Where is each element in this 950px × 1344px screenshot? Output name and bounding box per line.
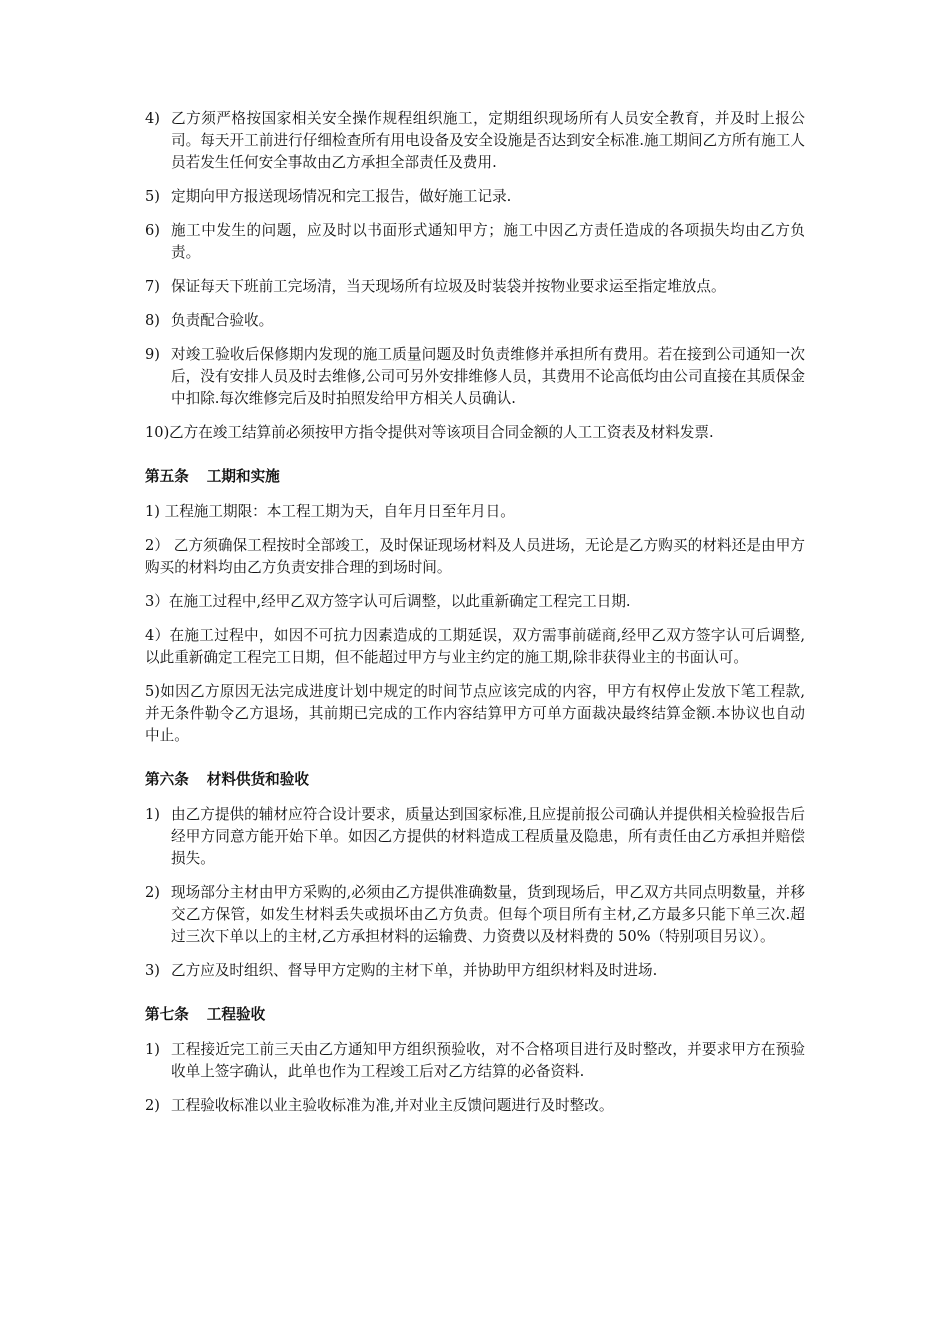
item-text: 负责配合验收。 bbox=[171, 312, 274, 329]
list-item bbox=[145, 344, 805, 410]
list-item bbox=[145, 1039, 805, 1083]
list-item bbox=[145, 882, 805, 948]
list-item bbox=[145, 422, 805, 444]
item-number: 2) bbox=[145, 1097, 160, 1114]
paragraph: 4）在施工过程中，如因不可抗力因素造成的工期延误，双方需事前磋商,经甲乙双方签字认可后调整,以此重新确定工程完工日期，但不能超过甲方与业主约定的施工期,除非获得业主的书面认可。 bbox=[145, 627, 805, 666]
item-text: 定期向甲方报送现场情况和完工报告，做好施工记录. bbox=[171, 188, 512, 205]
section-7-heading: 第七条 工程验收 bbox=[145, 1006, 266, 1023]
item-number: 9) bbox=[145, 346, 160, 363]
list-item bbox=[145, 186, 805, 208]
item-number: 1) bbox=[145, 1041, 160, 1058]
item-text: 工程验收标准以业主验收标准为准,并对业主反馈问题进行及时整改。 bbox=[171, 1097, 614, 1114]
item-text: 现场部分主材由甲方采购的,必须由乙方提供准确数量，货到现场后，甲乙双方共同点明数量，并移交乙方保管，如发生材料丢失或损坏由乙方负责。但每个项目所有主材,乙方最多只能下单三次.超过三次下单以上的主材,乙方承担材料的运输费、力资费以及材料费的 50%（特别项目另议）。 bbox=[171, 884, 805, 945]
list-item bbox=[145, 960, 805, 982]
paragraph: 1) 工程施工期限：本工程工期为天，自年月日至年月日。 bbox=[145, 503, 515, 520]
list-section-4 bbox=[145, 108, 805, 444]
item-text: 施工中发生的问题，应及时以书面形式通知甲方；施工中因乙方责任造成的各项损失均由乙方负责。 bbox=[171, 222, 805, 261]
list-item bbox=[145, 276, 805, 298]
item-text: 由乙方提供的辅材应符合设计要求，质量达到国家标准,且应提前报公司确认并提供相关检验报告后经甲方同意方能开始下单。如因乙方提供的材料造成工程质量及隐患，所有责任由乙方承担并赔偿损失。 bbox=[171, 806, 805, 867]
item-number: 3) bbox=[145, 962, 160, 979]
paragraph: 5)如因乙方原因无法完成进度计划中规定的时间节点应该完成的内容，甲方有权停止发放下笔工程款,并无条件勒令乙方退场，其前期已完成的工作内容结算甲方可单方面裁决最终结算金额.本协议也自动中止。 bbox=[145, 683, 805, 744]
item-number: 10) bbox=[145, 424, 170, 441]
list-item bbox=[145, 310, 805, 332]
item-text: 工程接近完工前三天由乙方通知甲方组织预验收，对不合格项目进行及时整改，并要求甲方在预验收单上签字确认，此单也作为工程竣工后对乙方结算的必备资料. bbox=[171, 1041, 805, 1080]
item-number: 5) bbox=[145, 188, 160, 205]
item-text: 乙方应及时组织、督导甲方定购的主材下单，并协助甲方组织材料及时进场. bbox=[171, 962, 658, 979]
section-6-heading: 第六条 材料供货和验收 bbox=[145, 771, 309, 788]
item-text: 对竣工验收后保修期内发现的施工质量问题及时负责维修并承担所有费用。若在接到公司通知一次后，没有安排人员及时去维修,公司可另外安排维修人员，其费用不论高低均由公司直接在其质保金中扣除.每次维修完后及时拍照发给甲方相关人员确认. bbox=[171, 346, 805, 407]
item-text: 保证每天下班前工完场清，当天现场所有垃圾及时装袋并按物业要求运至指定堆放点。 bbox=[171, 278, 726, 295]
paragraph: 2） 乙方须确保工程按时全部竣工，及时保证现场材料及人员进场，无论是乙方购买的材料还是由甲方购买的材料均由乙方负责安排合理的到场时间。 bbox=[145, 537, 805, 576]
list-item bbox=[145, 220, 805, 264]
list-item bbox=[145, 804, 805, 870]
item-number: 4) bbox=[145, 110, 160, 127]
item-number: 2) bbox=[145, 884, 160, 901]
item-number: 7) bbox=[145, 278, 160, 295]
list-item bbox=[145, 1095, 805, 1117]
item-number: 1) bbox=[145, 806, 160, 823]
item-text: 乙方在竣工结算前必须按甲方指令提供对等该项目合同金额的人工工资表及材料发票. bbox=[169, 424, 714, 441]
paragraph: 3）在施工过程中,经甲乙双方签字认可后调整，以此重新确定工程完工日期. bbox=[145, 593, 631, 610]
item-text: 乙方须严格按国家相关安全操作规程组织施工，定期组织现场所有人员安全教育，并及时上报公司。每天开工前进行仔细检查所有用电设备及安全设施是否达到安全标准.施工期间乙方所有施工人员若发生任何安全事故由乙方承担全部责任及费用. bbox=[171, 110, 805, 171]
section-5-heading: 第五条 工期和实施 bbox=[145, 468, 280, 485]
list-item bbox=[145, 108, 805, 174]
item-number: 6) bbox=[145, 222, 160, 239]
item-number: 8) bbox=[145, 312, 160, 329]
document-page bbox=[145, 108, 805, 1129]
